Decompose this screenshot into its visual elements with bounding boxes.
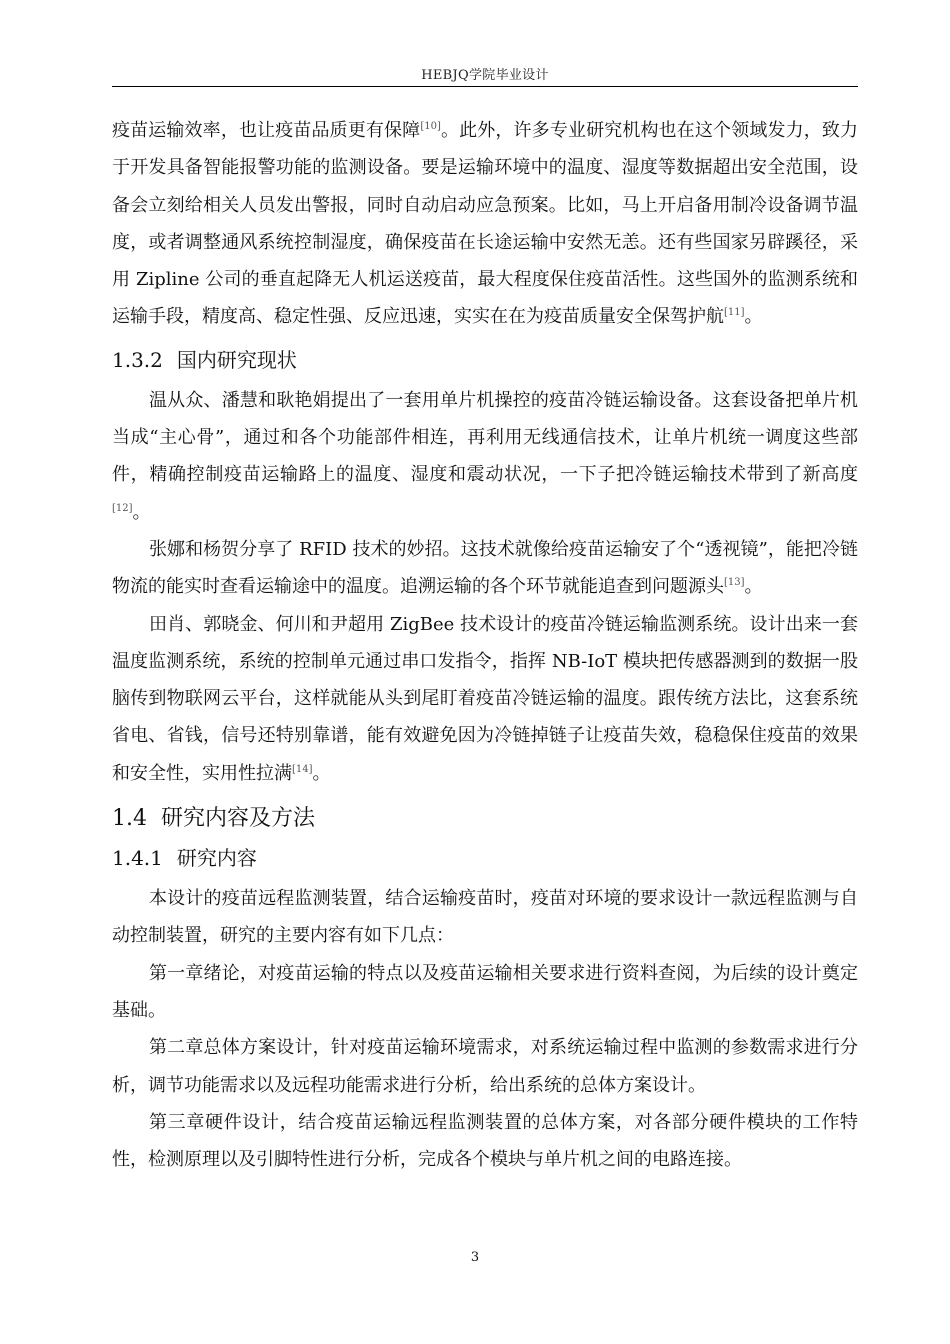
section-heading: 1.3.2 国内研究现状	[112, 347, 297, 372]
paragraph: 第一章绪论，对疫苗运输的特点以及疫苗运输相关要求进行资料查阅，为后续的设计奠定基础。	[112, 962, 858, 1021]
paragraph: 第三章硬件设计，结合疫苗运输远程监测装置的总体方案，对各部分硬件模块的工作特性，检测原理以及引脚特性进行分析，完成各个模块与单片机之间的电路连接。	[112, 1111, 858, 1171]
citation: [11]	[724, 307, 745, 319]
paragraph: 疫苗运输效率，也让疫苗品质更有保障[10]。此外，许多专业研究机构也在这个领域发力，致力于开发具备智能报警功能的监测设备。要是运输环境中的温度、湿度等数据超出安全范围，设备会立刻给相关人员发出警报，同时自动启动应急预案。比如，马上开启备用制冷设备调节温度，或者调整通风系统控制湿度，确保疫苗在长途运输中安然无恙。还有些国家另辟蹊径，采用 Zipline 公司的垂直起降无人机运送疫苗，最大程度保住疫苗活性。这些国外的监测系统和运输手段，精度高、稳定性强、反应迅速，实实在在为疫苗质量安全保驾护航[11]。	[112, 120, 859, 328]
citation: [14]	[292, 763, 313, 775]
page-number: 3	[470, 1250, 480, 1265]
section-heading: 1.4.1 研究内容	[112, 846, 257, 871]
paragraph: 本设计的疫苗远程监测装置，结合运输疫苗时，疫苗对环境的要求设计一款远程监测与自动控制装置，研究的主要内容有如下几点：	[112, 888, 858, 947]
citation: [12]	[112, 502, 133, 514]
citation: [10]	[420, 121, 441, 132]
header-divider	[112, 86, 858, 87]
citation: [13]	[724, 577, 745, 589]
chapter-section-heading: 1.4 研究内容及方法	[112, 806, 316, 832]
page-header: HEBJQ学院毕业设计	[421, 68, 549, 83]
paragraph: 张娜和杨贺分享了 RFID 技术的妙招。这技术就像给疫苗运输安了个“透视镜”，能把冷链物流的能实时查看运输途中的温度。追溯运输的各个环节就能追查到问题源头[13]。	[112, 538, 858, 598]
paragraph: 温从众、潘慧和耿艳娟提出了一套用单片机操控的疫苗冷链运输设备。这套设备把单片机当成“主心骨”，通过和各个功能部件相连，再利用无线通信技术，让单片机统一调度这些部件，精确控制疫苗运输路上的温度、湿度和震动状况，一下子把冷链运输技术带到了新高度[12]。	[112, 389, 858, 523]
paragraph: 田肖、郭晓金、何川和尹超用 ZigBee 技术设计的疫苗冷链运输监测系统。设计出来一套温度监测系统，系统的控制单元通过串口发指令，指挥 NB-IoT 模块把传感器测到的数据一股脑传到物联网云平台，这样就能从头到尾盯着疫苗冷链运输的温度。跟传统方法比，这套系统省电、省钱，信号还特别靠谱，能有效避免因为冷链掉链子让疫苗失效，稳稳保住疫苗的效果和安全性，实用性拉满[14]。	[112, 613, 858, 784]
document-body	[112, 112, 858, 1178]
paragraph: 第二章总体方案设计，针对疫苗运输环境需求，对系统运输过程中监测的参数需求进行分析，调节功能需求以及远程功能需求进行分析，给出系统的总体方案设计。	[112, 1037, 858, 1096]
